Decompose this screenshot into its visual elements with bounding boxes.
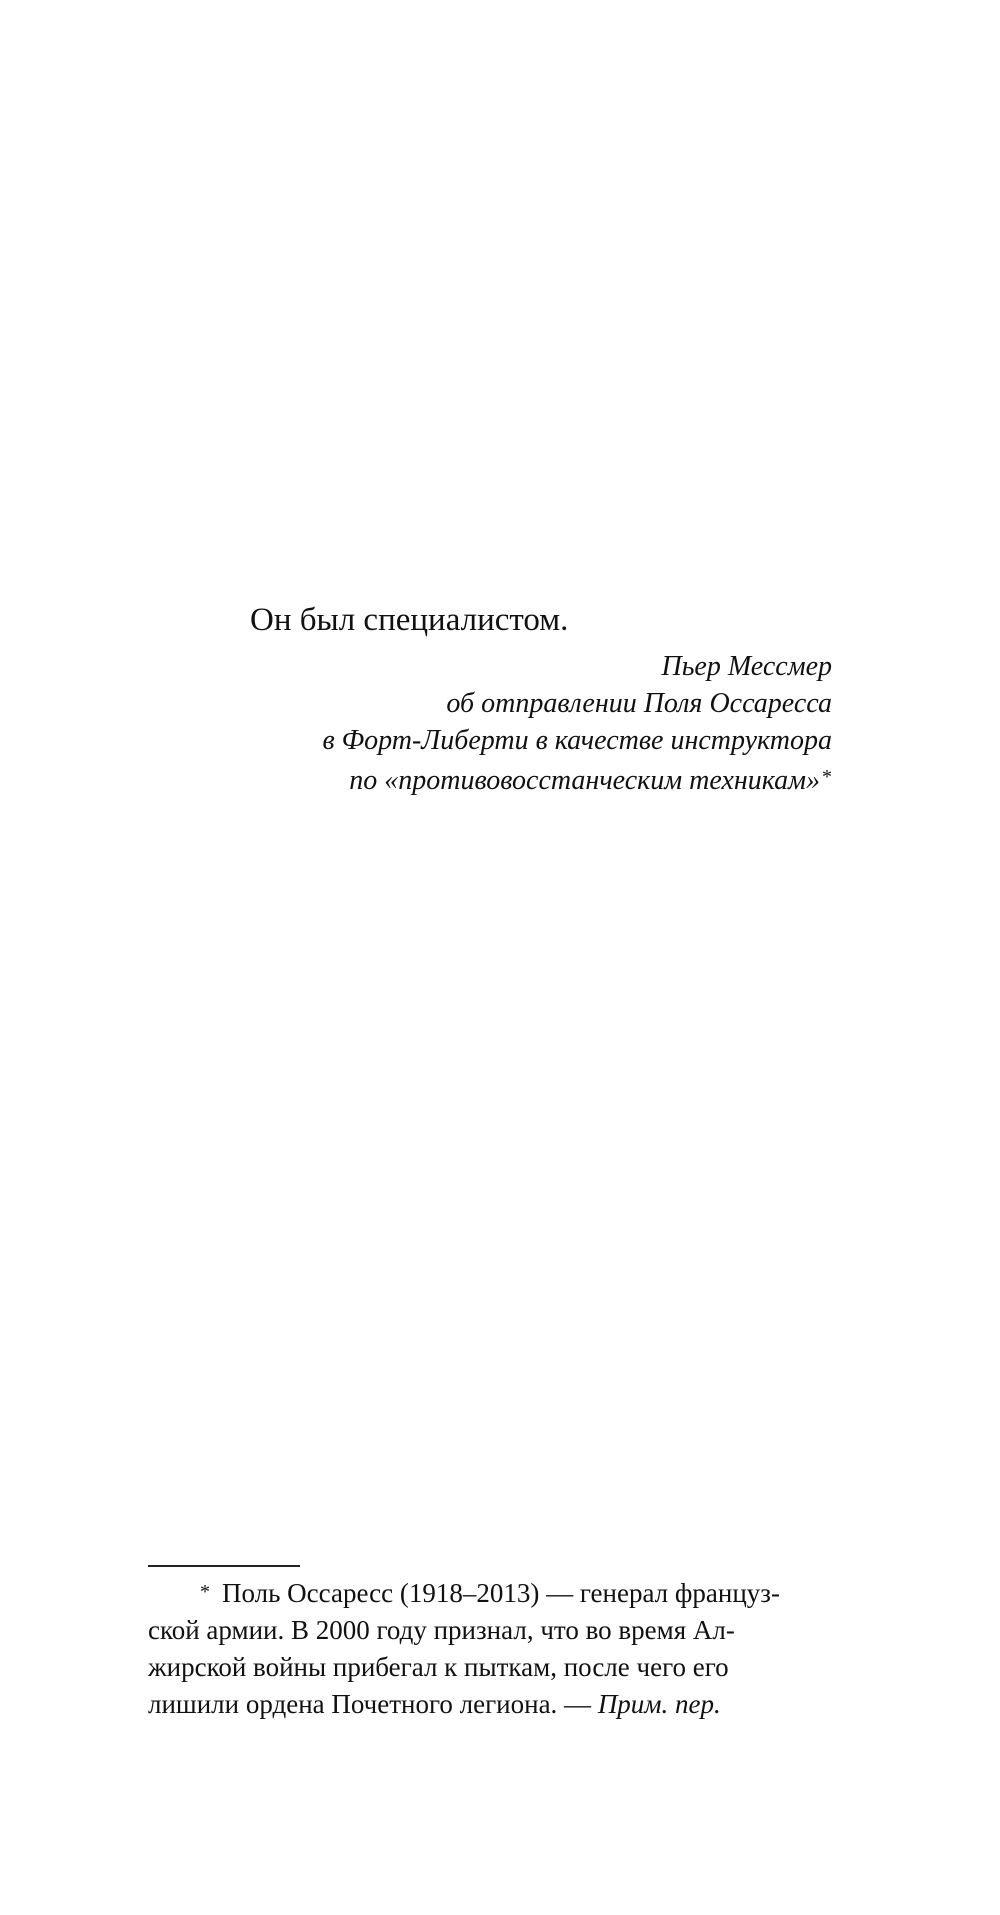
footnote-line-text: лишили ордена Почетного легиона. — [148, 1689, 598, 1719]
epigraph-attribution [250, 648, 832, 799]
footnote [148, 1574, 838, 1723]
attribution-line: в Форт-Либерти в качестве инструктора [322, 725, 832, 756]
epigraph [250, 600, 832, 799]
attribution-line: об отправлении Поля Оссаресса [446, 688, 832, 719]
footnote-line: ской армии. В 2000 году признал, что во время Ал- [148, 1615, 735, 1645]
footnote-line: жирской войны прибегал к пыткам, после чего его [148, 1652, 729, 1682]
translator-note-label: Прим. пер. [597, 1689, 721, 1719]
attribution-line [250, 759, 832, 799]
attribution-line-text: по «противовосстанческим техникам» [349, 765, 820, 796]
footnote-line-text: Поль Оссаресс (1918–2013) — генерал француз- [222, 1578, 780, 1608]
footnote-line [148, 1574, 838, 1612]
footnote-reference-mark[interactable]: * [822, 766, 832, 788]
footnote-line [148, 1686, 838, 1723]
footnote-mark: * [200, 1581, 210, 1603]
epigraph-quote: Он был специалистом. [250, 602, 569, 638]
attribution-author: Пьер Мессмер [661, 651, 832, 682]
footnote-separator [148, 1565, 300, 1567]
